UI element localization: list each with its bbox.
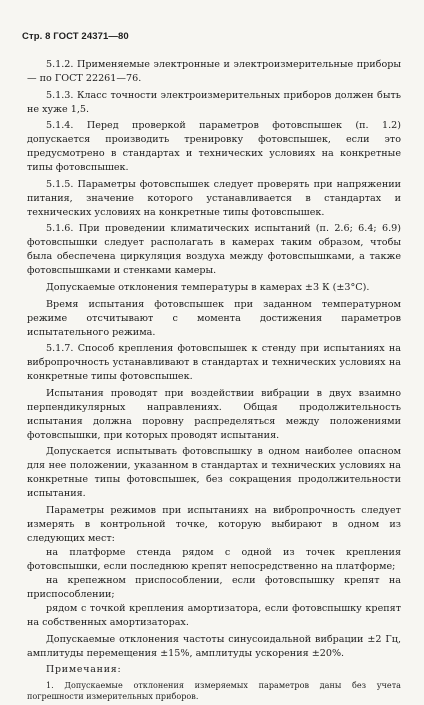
notes-title: Примечания: <box>46 664 122 676</box>
paragraph-temperature-tolerance: Допускаемые отклонения температуры в камерах ±3 К (±3°С). <box>46 281 370 293</box>
paragraph-vibration-directions: Испытания проводят при воздействии вибрации в двух взаимно перпендикулярных направлениях. Общая продолжительность испытания должна поровну распределяться между положениями фотовспышки, при которых проводят испытания. <box>27 387 401 441</box>
paragraph-single-position: Допускается испытывать фотовспышку в одном наиболее опасном для нее положении, указанном в стандартах и технических условиях на конкретные типы фотовспышек, без сокращения продолжительности испытания. <box>27 446 401 500</box>
paragraph-5-1-6: 5.1.6. При проведении климатических испытаний (п. 2.6; 6.4; 6.9) фотовспышки следует располагать в камерах таким образом, чтобы была обеспечена циркуляция воздуха между фотовспышками, а также фотовспышками и стенками камеры. <box>27 223 401 277</box>
paragraph-5-1-4: 5.1.4. Перед проверкой параметров фотовспышек (п. 1.2) допускается производить тренировку фотовспышек, если это предусмотрено в стандартах и технических условиях на конкретные типы фотовспышек. <box>27 120 401 174</box>
paragraph-5-1-2: 5.1.2. Применяемые электронные и электроизмерительные приборы — по ГОСТ 22261—76. <box>27 59 401 84</box>
note-item: 1. Допускаемые отклонения измеряемых параметров даны без учета погрешности измерительных приборов. <box>27 679 401 702</box>
list-item-platform: на платформе стенда рядом с одной из точек крепления фотовспышки, если последнюю крепят непосредственно на платформе; <box>27 546 401 572</box>
page-header: Стр. 8 ГОСТ 24371—80 <box>22 31 129 42</box>
list-item-fixture: на крепежном приспособлении, если фотовспышку крепят на приспособлении; <box>27 574 401 600</box>
paragraph-vibration-tolerance: Допускаемые отклонения частоты синусоидальной вибрации ±2 Гц, амплитуды перемещения ±15%, амплитуды ускорения ±20%. <box>27 633 401 659</box>
paragraph-test-time: Время испытания фотовспышек при заданном температурном режиме отсчитывают с момента достижения параметров испытательного режима. <box>27 298 401 338</box>
paragraph-5-1-3: 5.1.3. Класс точности электроизмерительных приборов должен быть не хуже 1,5. <box>27 89 401 115</box>
paragraph-5-1-7: 5.1.7. Способ крепления фотовспышек к стенду при испытаниях на вибропрочность устанавливают в стандартах и технических условиях на конкретные типы фотовспышек. <box>27 343 401 383</box>
document-body <box>27 58 401 705</box>
list-item-shock-absorber: рядом с точкой крепления амортизатора, если фотовспышку крепят на собственных амортизаторах. <box>27 602 401 628</box>
paragraph-control-point: Параметры режимов при испытаниях на вибропрочность следует измерять в контрольной точке, которую выбирают в одном из следующих мест: <box>27 504 401 544</box>
paragraph-5-1-5: 5.1.5. Параметры фотовспышек следует проверять при напряжении питания, значение которого устанавливается в стандартах и технических условиях на конкретные типы фотовспышек. <box>27 178 401 218</box>
